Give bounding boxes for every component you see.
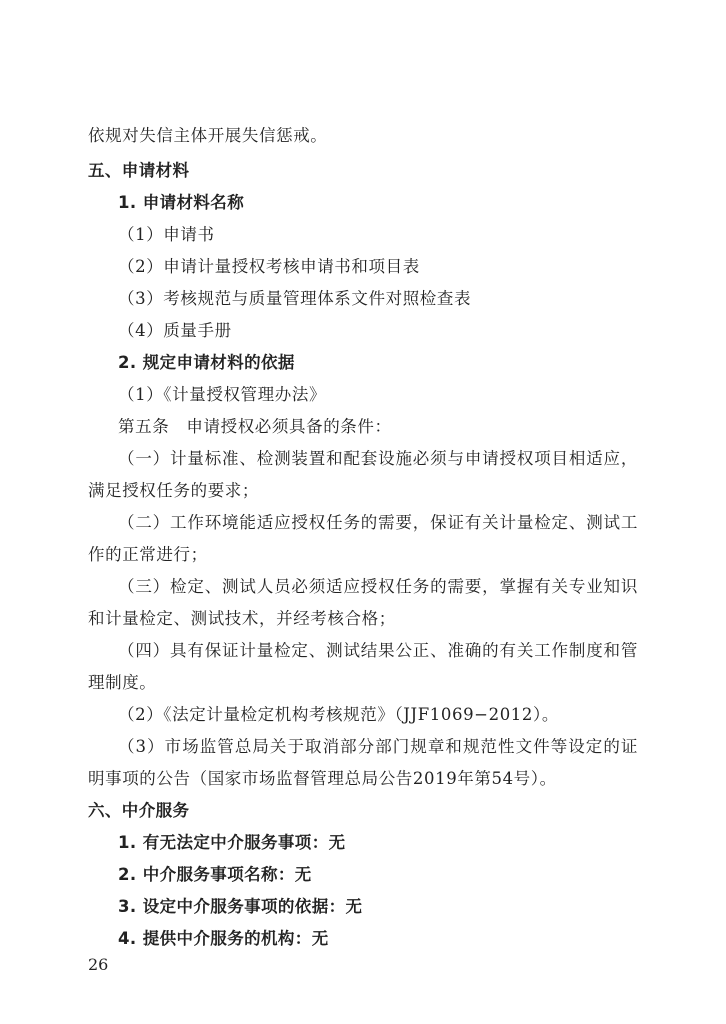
paragraph-line: （三）检定、测试人员必须适应授权任务的需要，掌握有关专业知识 <box>118 577 638 596</box>
list-item: 4. 提供中介服务的机构：无 <box>118 929 329 948</box>
list-item: （4）质量手册 <box>118 321 232 340</box>
subheading-material-names: 1. 申请材料名称 <box>118 193 245 212</box>
list-item: （2）《法定计量检定机构考核规范》（JJF1069−2012）。 <box>118 705 559 724</box>
list-item: （2）申请计量授权考核申请书和项目表 <box>118 257 420 276</box>
paragraph-line: 明事项的公告（国家市场监督管理总局公告2019年第54号）。 <box>88 769 557 788</box>
list-item: （1）申请书 <box>118 225 215 244</box>
section-heading-application-materials: 五、申请材料 <box>88 161 190 180</box>
paragraph-line: （二）工作环境能适应授权任务的需要，保证有关计量检定、测试工 <box>118 513 638 532</box>
paragraph-line: 满足授权任务的要求； <box>88 481 259 500</box>
subheading-material-basis: 2. 规定申请材料的依据 <box>118 353 295 372</box>
paragraph-line: （3）市场监管总局关于取消部分部门规章和规范性文件等设定的证 <box>118 737 638 756</box>
paragraph-line: 作的正常进行； <box>88 545 208 564</box>
list-item: 3. 设定中介服务事项的依据：无 <box>118 897 363 916</box>
list-item: （1）《计量授权管理办法》 <box>118 385 327 404</box>
list-item: 1. 有无法定中介服务事项：无 <box>118 833 346 852</box>
paragraph-line: （四）具有保证计量检定、测试结果公正、准确的有关工作制度和管 <box>118 641 638 660</box>
section-heading-intermediary-services: 六、中介服务 <box>88 801 190 820</box>
paragraph-line: 理制度。 <box>88 673 157 692</box>
body-text-line: 依规对失信主体开展失信惩戒。 <box>88 126 328 145</box>
page-number: 26 <box>88 955 109 974</box>
article-text: 第五条 申请授权必须具备的条件： <box>118 417 392 436</box>
paragraph-line: 和计量检定、测试技术，并经考核合格； <box>88 609 396 628</box>
list-item: （3）考核规范与质量管理体系文件对照检查表 <box>118 289 472 308</box>
paragraph-line: （一）计量标准、检测装置和配套设施必须与申请授权项目相适应， <box>118 449 638 468</box>
list-item: 2. 中介服务事项名称：无 <box>118 865 312 884</box>
